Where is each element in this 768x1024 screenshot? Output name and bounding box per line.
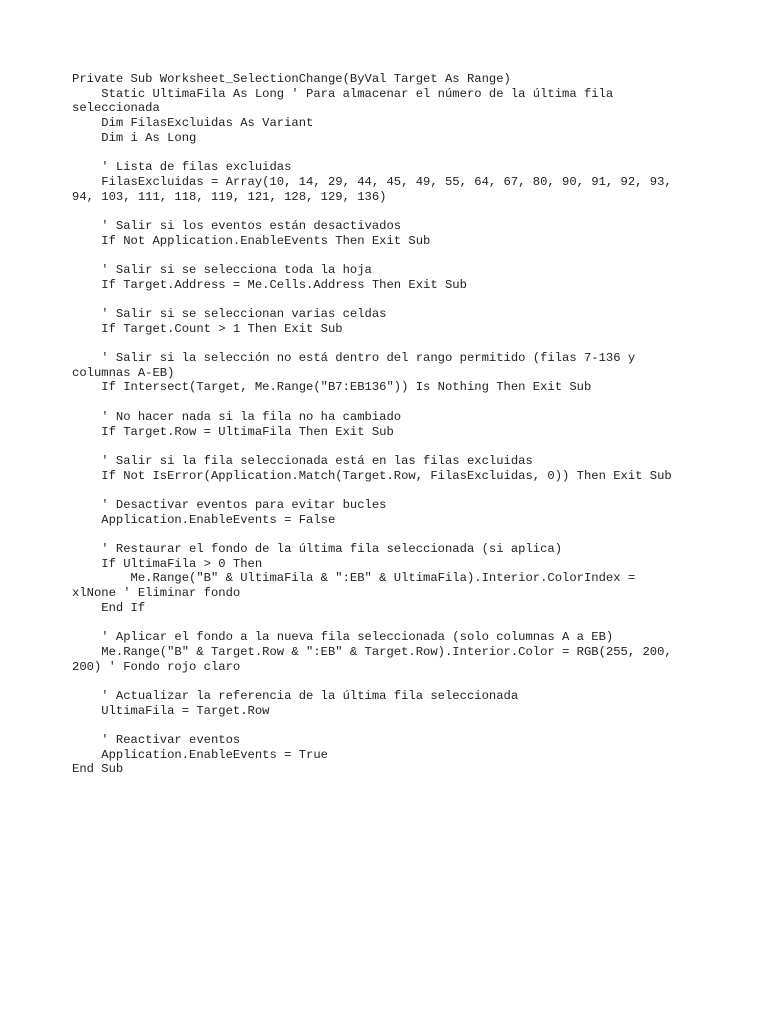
- code-line: If Target.Count > 1 Then Exit Sub: [72, 321, 343, 336]
- code-line: ' Aplicar el fondo a la nueva fila seleccionada (solo columnas A a EB): [72, 630, 614, 645]
- code-line: Dim FilasExcluidas As Variant: [72, 116, 314, 131]
- code-line: End If: [72, 600, 146, 615]
- code-block: [72, 72, 712, 777]
- code-line: ' Salir si se seleccionan varias celdas: [72, 307, 387, 321]
- code-line: columnas A-EB): [72, 365, 175, 380]
- code-line: ' Salir si la fila seleccionada está en las filas excluidas: [72, 453, 533, 468]
- code-line: seleccionada: [72, 101, 160, 116]
- code-line: ' No hacer nada si la fila no ha cambiado: [72, 409, 402, 424]
- code-line: FilasExcluidas = Array(10, 14, 29, 44, 45, 49, 55, 64, 67, 80, 90, 91, 92, 93,: [72, 174, 672, 189]
- code-line: If Target.Address = Me.Cells.Address Then Exit Sub: [72, 277, 467, 292]
- code-line: [72, 483, 712, 498]
- code-line: If Not Application.EnableEvents Then Exit Sub: [72, 233, 431, 248]
- code-line: If Intersect(Target, Me.Range("B7:EB136")) Is Nothing Then Exit Sub: [72, 380, 592, 395]
- code-line: [72, 674, 712, 689]
- code-line: Dim i As Long: [72, 130, 197, 145]
- code-line: [72, 145, 712, 160]
- code-line: [72, 718, 712, 733]
- code-line: If Target.Row = UltimaFila Then Exit Sub: [72, 424, 394, 439]
- code-line: [72, 248, 712, 263]
- code-line: [72, 615, 712, 630]
- code-line: Application.EnableEvents = True: [72, 747, 328, 762]
- code-line: [72, 204, 712, 219]
- code-line: [72, 292, 712, 307]
- code-line: ' Salir si la selección no está dentro del rango permitido (filas 7-136 y: [72, 351, 636, 366]
- code-line: ' Salir si los eventos están desactivados: [72, 218, 402, 233]
- code-line: ' Actualizar la referencia de la última fila seleccionada: [72, 688, 519, 703]
- code-line: Static UltimaFila As Long ' Para almacenar el número de la última fila: [72, 86, 614, 101]
- code-line: ' Salir si se selecciona toda la hoja: [72, 262, 372, 277]
- code-line: Me.Range("B" & UltimaFila & ":EB" & UltimaFila).Interior.ColorIndex =: [72, 571, 636, 586]
- code-line: ' Restaurar el fondo de la última fila seleccionada (si aplica): [72, 542, 563, 556]
- code-line: Me.Range("B" & Target.Row & ":EB" & Target.Row).Interior.Color = RGB(255, 200,: [72, 644, 672, 659]
- code-line: If UltimaFila > 0 Then: [72, 556, 263, 571]
- code-line: ' Desactivar eventos para evitar bucles: [72, 497, 387, 512]
- code-line: Application.EnableEvents = False: [72, 512, 336, 527]
- code-line: Private Sub Worksheet_SelectionChange(ByVal Target As Range): [72, 72, 511, 86]
- code-line: [72, 395, 712, 410]
- code-line: [72, 336, 712, 351]
- code-line: If Not IsError(Application.Match(Target.Row, FilasExcluidas, 0)) Then Exit Sub: [72, 468, 672, 483]
- code-line: xlNone ' Eliminar fondo: [72, 586, 241, 601]
- code-line: [72, 439, 712, 454]
- code-line: ' Lista de filas excluidas: [72, 160, 292, 175]
- code-line: End Sub: [72, 762, 124, 777]
- code-line: 94, 103, 111, 118, 119, 121, 128, 129, 136): [72, 189, 387, 204]
- code-line: ' Reactivar eventos: [72, 732, 241, 747]
- code-line: UltimaFila = Target.Row: [72, 703, 270, 718]
- code-line: 200) ' Fondo rojo claro: [72, 659, 241, 674]
- code-line: [72, 527, 712, 542]
